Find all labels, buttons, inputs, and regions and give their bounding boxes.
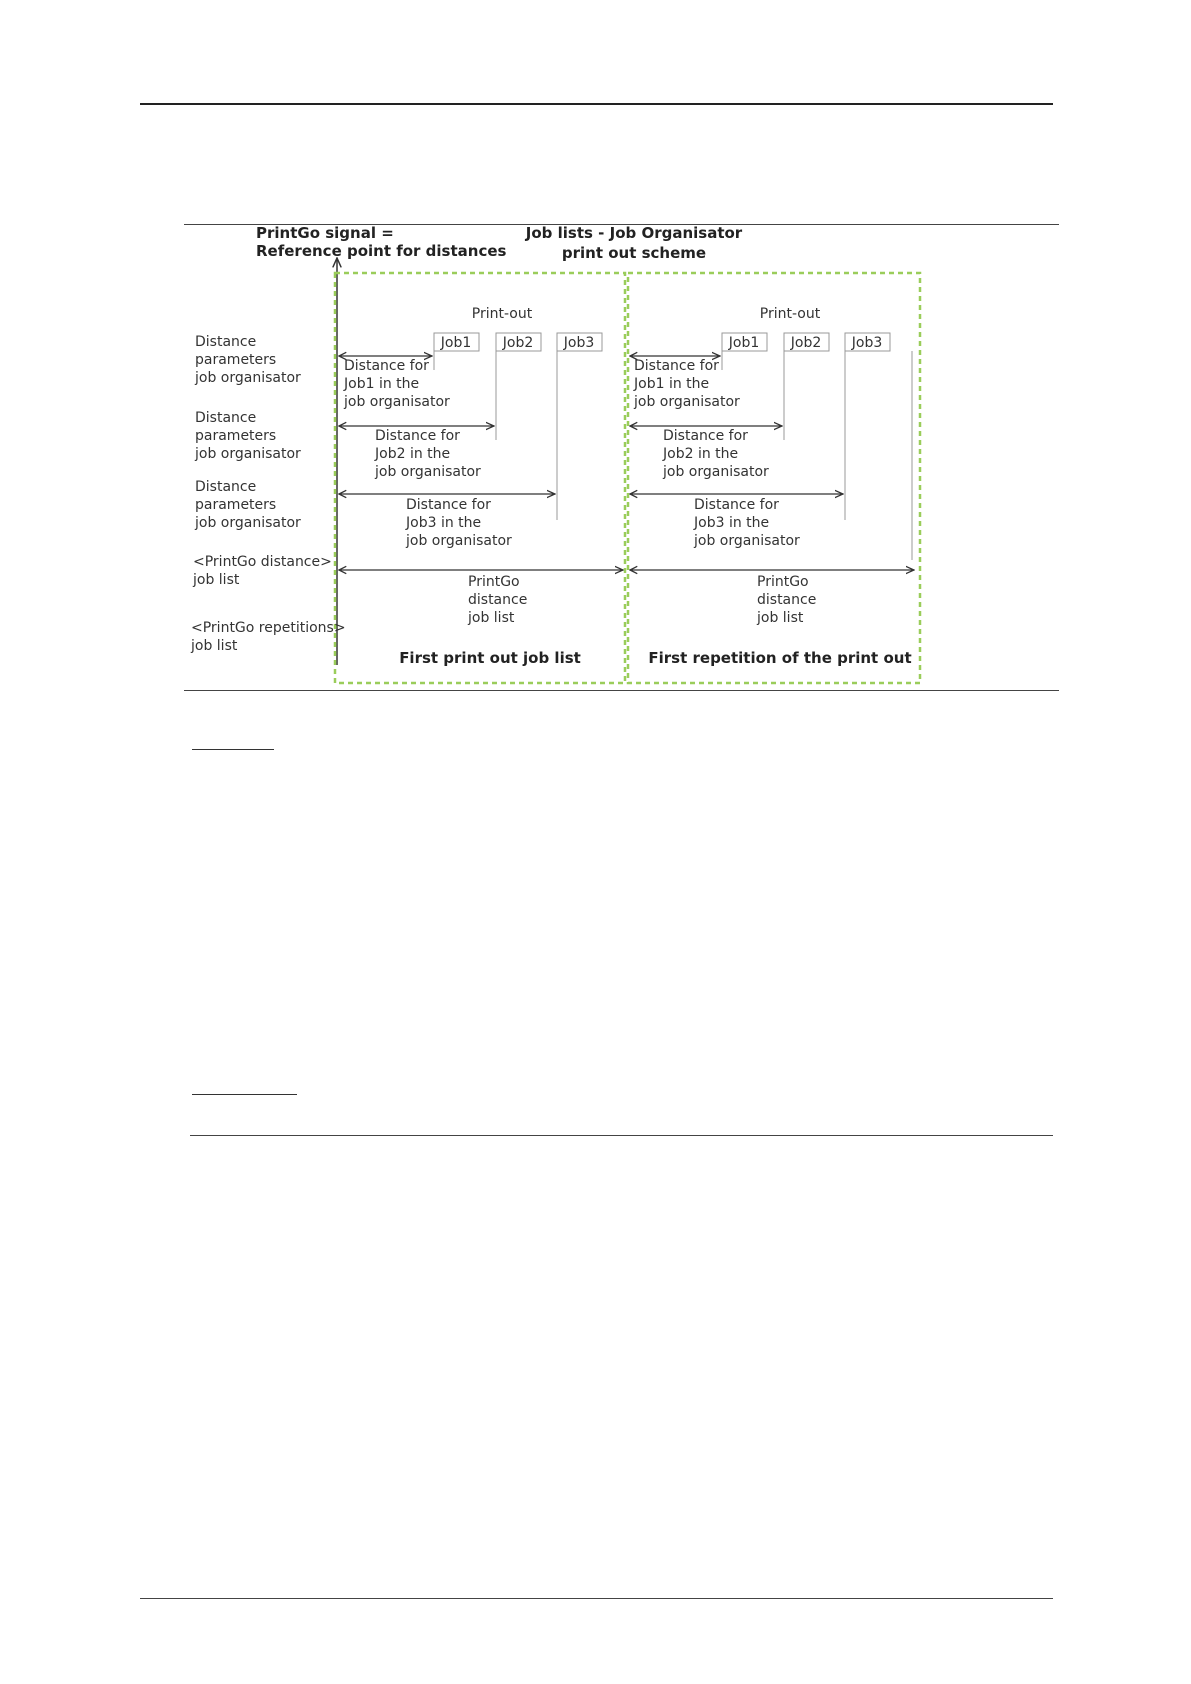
svg-text:job list: job list — [757, 610, 804, 626]
svg-text:Job2 in the: Job2 in the — [663, 446, 739, 462]
svg-text:Distance: Distance — [195, 334, 257, 350]
svg-text:<PrintGo distance>: <PrintGo distance> — [193, 554, 332, 570]
svg-text:Job3 in the: Job3 in the — [694, 515, 770, 531]
printout-label: Print-out — [471, 306, 533, 322]
svg-text:Distance: Distance — [195, 479, 257, 495]
svg-text:Distance for: Distance for — [663, 428, 748, 444]
left-label-row2 — [194, 410, 301, 462]
job3-label: Job3 — [563, 335, 595, 351]
svg-text:job list: job list — [193, 572, 240, 588]
svg-text:Job1 in the: Job1 in the — [344, 376, 420, 392]
diagram-title-line1: Job lists - Job Organisator — [525, 224, 743, 242]
svg-text:job organisator: job organisator — [344, 394, 450, 410]
svg-text:Job1 in the: Job1 in the — [634, 376, 710, 392]
svg-text:job organisator: job organisator — [195, 446, 301, 462]
svg-text:job organisator: job organisator — [694, 533, 800, 549]
svg-text:PrintGo: PrintGo — [757, 574, 809, 590]
svg-text:Distance for: Distance for — [634, 358, 719, 374]
panel-2 — [630, 306, 914, 667]
job1-label: Job1 — [440, 335, 472, 351]
diagram-title-line2: print out scheme — [561, 244, 707, 262]
svg-text:Job3 in the: Job3 in the — [406, 515, 482, 531]
svg-text:job organisator: job organisator — [634, 394, 740, 410]
svg-text:job list: job list — [191, 638, 238, 654]
svg-text:job organisator: job organisator — [375, 464, 481, 480]
left-label-row3 — [194, 479, 301, 531]
reference-label-line2: Reference point for distances — [256, 242, 507, 260]
svg-text:job organisator: job organisator — [406, 533, 512, 549]
svg-text:parameters: parameters — [195, 428, 277, 444]
svg-text:parameters: parameters — [195, 497, 277, 513]
dist-job3-text — [693, 497, 800, 549]
left-label-row5 — [190, 620, 346, 654]
svg-text:Distance for: Distance for — [375, 428, 460, 444]
printgo-distance-text — [756, 574, 816, 626]
svg-text:job list: job list — [468, 610, 515, 626]
svg-text:<PrintGo repetitions>: <PrintGo repetitions> — [191, 620, 346, 636]
svg-text:Job2 in the: Job2 in the — [375, 446, 451, 462]
panel-1-caption: First print out job list — [399, 649, 581, 667]
svg-text:parameters: parameters — [195, 352, 277, 368]
left-label-row4 — [192, 554, 332, 588]
job1-label: Job1 — [728, 335, 760, 351]
svg-text:Distance for: Distance for — [694, 497, 779, 513]
job2-label: Job2 — [790, 335, 822, 351]
left-label-row1 — [194, 334, 301, 386]
dist-job1-text — [633, 358, 740, 410]
svg-text:Distance: Distance — [195, 410, 257, 426]
dist-job2-text — [374, 428, 481, 480]
svg-text:job organisator: job organisator — [195, 515, 301, 531]
svg-text:distance: distance — [468, 592, 528, 608]
svg-text:job organisator: job organisator — [195, 370, 301, 386]
svg-text:Distance for: Distance for — [406, 497, 491, 513]
panel-2-caption: First repetition of the print out — [648, 649, 912, 667]
dist-job2-text — [662, 428, 769, 480]
svg-text:job organisator: job organisator — [663, 464, 769, 480]
dist-job3-text — [405, 497, 512, 549]
printout-label: Print-out — [759, 306, 821, 322]
panel-1 — [339, 306, 623, 667]
printgo-distance-text — [467, 574, 527, 626]
reference-label-line1: PrintGo signal = — [256, 224, 394, 242]
svg-text:distance: distance — [757, 592, 817, 608]
svg-text:Distance for: Distance for — [344, 358, 429, 374]
job2-label: Job2 — [502, 335, 534, 351]
job3-label: Job3 — [851, 335, 883, 351]
svg-text:PrintGo: PrintGo — [468, 574, 520, 590]
